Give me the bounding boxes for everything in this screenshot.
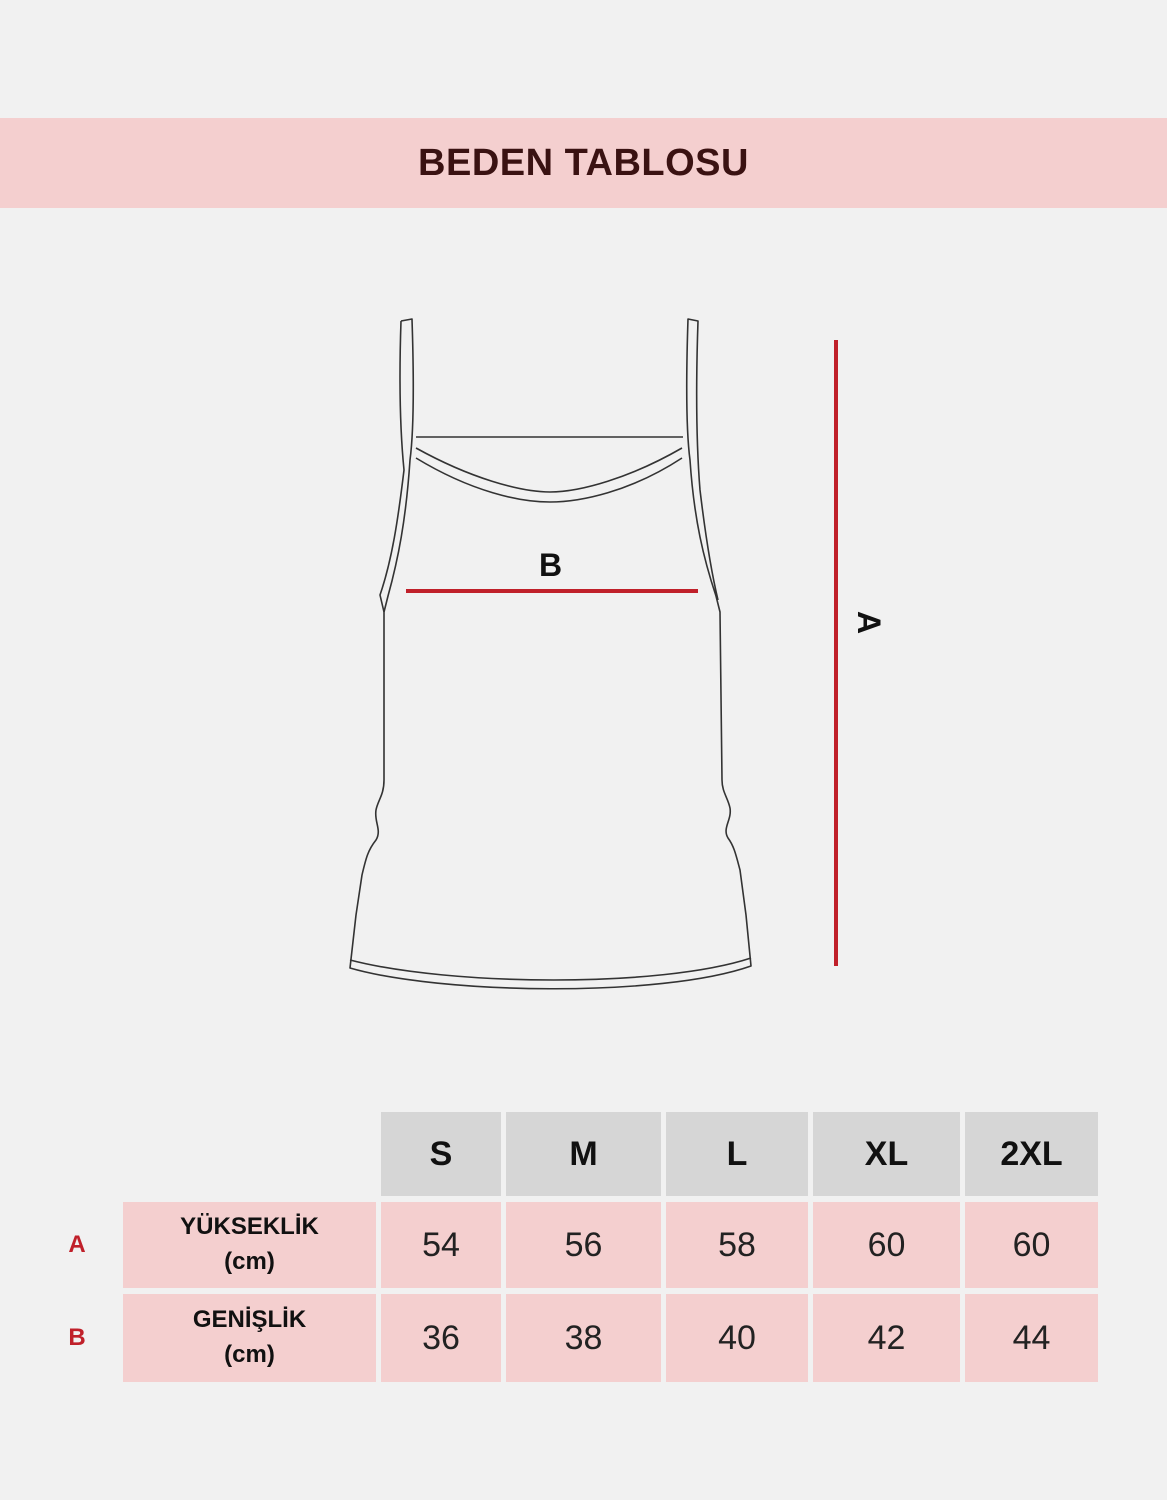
table-cell: 44 — [965, 1294, 1098, 1382]
row-label-unit: (cm) — [224, 1341, 275, 1368]
row-label-unit: (cm) — [224, 1248, 275, 1275]
row-label-name: GENİŞLİK — [192, 1306, 307, 1334]
size-header-l: L — [666, 1112, 808, 1196]
page-title: BEDEN TABLOSU — [418, 141, 749, 184]
measurement-label-a: A — [851, 610, 888, 635]
table-cell: 36 — [381, 1294, 501, 1382]
row-label-height — [123, 1202, 376, 1288]
size-header-2xl: 2XL — [965, 1112, 1098, 1196]
table-cell: 60 — [813, 1202, 960, 1288]
row-label-width — [123, 1294, 376, 1382]
row-label-name: YÜKSEKLİK — [180, 1213, 319, 1241]
size-table — [0, 1110, 1167, 1390]
table-cell: 54 — [381, 1202, 501, 1288]
size-header-m: M — [506, 1112, 661, 1196]
table-cell: 60 — [965, 1202, 1098, 1288]
table-cell: 40 — [666, 1294, 808, 1382]
size-header-s: S — [381, 1112, 501, 1196]
table-cell: 38 — [506, 1294, 661, 1382]
table-cell: 42 — [813, 1294, 960, 1382]
measurement-label-b: B — [539, 547, 563, 583]
row-letter-b: B — [68, 1324, 86, 1351]
row-letter-a: A — [68, 1231, 86, 1258]
table-cell: 58 — [666, 1202, 808, 1288]
table-cell: 56 — [506, 1202, 661, 1288]
size-header-xl: XL — [813, 1112, 960, 1196]
